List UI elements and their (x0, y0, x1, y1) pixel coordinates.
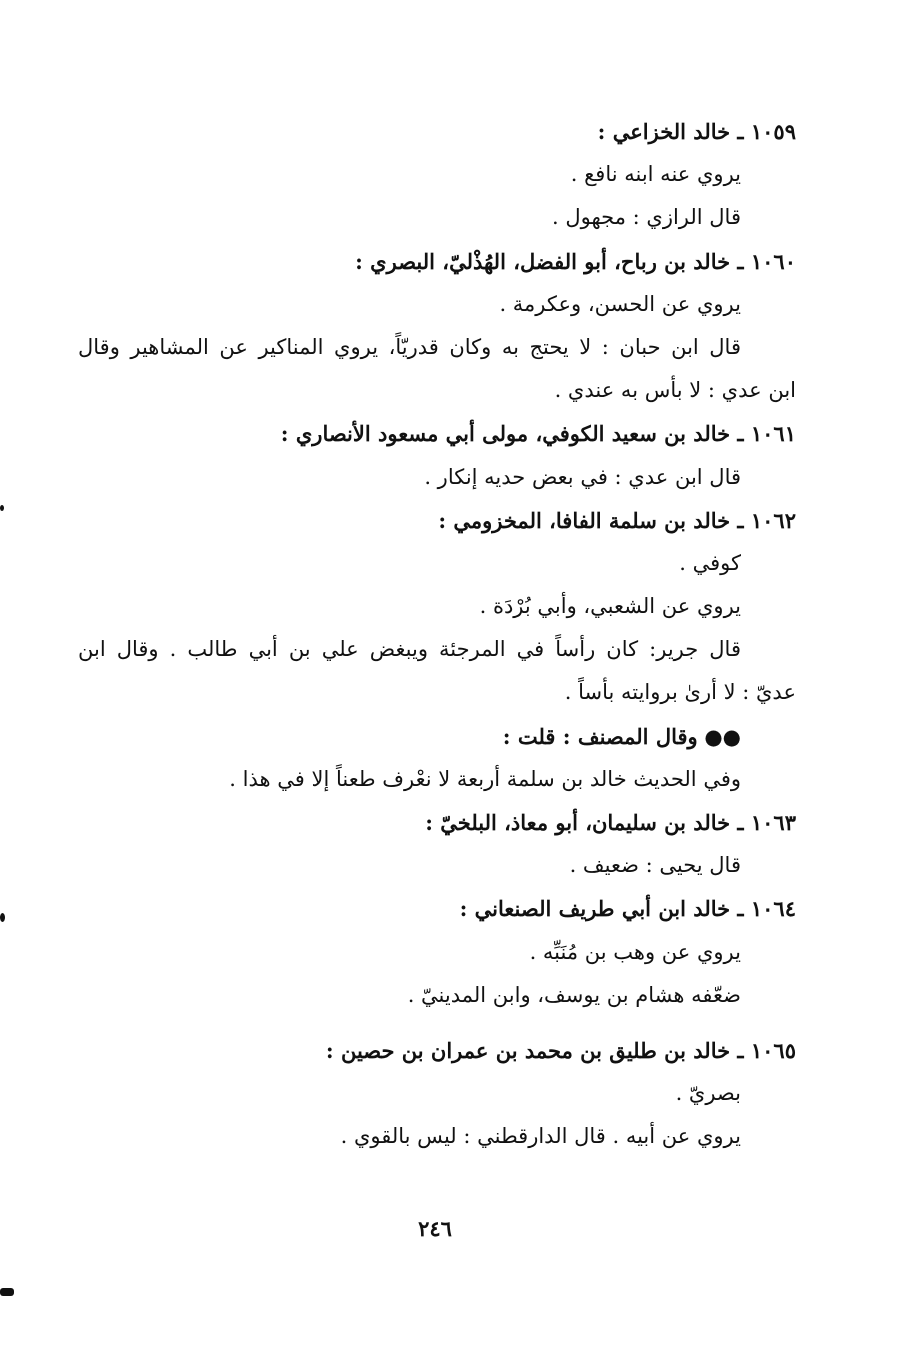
scan-edge-mark (0, 913, 5, 922)
entry-name: خالد بن سلمة الفافا، المخزومي : (438, 507, 731, 533)
entry-line: قال يحيى : ضعيف . (569, 853, 741, 878)
entry-heading-1065 (78, 1029, 796, 1072)
page-body (78, 110, 796, 1159)
entry-line: يروي عن الحسن، وعكرمة . (499, 291, 741, 316)
entry-heading-1062 (78, 499, 796, 542)
entry-paragraph-last-line: ابن عدي : لا بأس به عندي . (554, 378, 796, 403)
author-note-heading (78, 715, 796, 758)
entry-number: ١٠٦٣ (750, 810, 796, 835)
entry-dash: ـ (730, 896, 744, 922)
entry-number: ١٠٥٩ (750, 119, 796, 144)
entry-heading-1060 (78, 240, 796, 283)
author-note-text: وفي الحديث خالد بن سلمة أربعة لا نعْرف طعناً إلا في هذا . (229, 766, 741, 791)
entry-heading-1061 (78, 412, 796, 455)
entry-name: خالد بن رباح، أبو الفضل، الهُذْليّ، البصري : (355, 248, 731, 274)
entry-name: خالد بن سليمان، أبو معاذ، البلخيّ : (425, 810, 731, 835)
scan-edge-mark (0, 505, 4, 511)
entry-line: يروي عن وهب بن مُنَبِّه . (529, 939, 741, 964)
entry-heading-1063 (78, 801, 796, 844)
entry-dash: ـ (730, 119, 744, 144)
entry-name: خالد الخزاعي : (597, 119, 731, 144)
section-spacer (78, 1017, 796, 1029)
entry-dash: ـ (730, 421, 744, 447)
entry-heading-1059 (78, 110, 796, 153)
entry-heading-1064 (78, 887, 796, 930)
entry-line: بصريّ . (675, 1081, 741, 1106)
entry-number: ١٠٦٠ (750, 248, 796, 274)
entry-number: ١٠٦٢ (750, 507, 796, 533)
page-number: ٢٤٦ (418, 1216, 452, 1241)
entry-paragraph-first-line: قال جرير: كان رأساً في المرجئة ويبغض علي بن أبي طالب . وقال ابن (78, 637, 741, 662)
entry-line: ضعّفه هشام بن يوسف، وابن المدينيّ . (407, 982, 741, 1007)
note-label: وقال المصنف : قلت : (502, 723, 698, 749)
entry-line: كوفي . (679, 550, 741, 575)
entry-dash: ـ (730, 1037, 744, 1063)
entry-line: يروي عن الشعبي، وأبي بُرْدَة . (479, 594, 741, 619)
entry-line: قال الرازي : مجهول . (552, 205, 741, 230)
entry-name: خالد ابن أبي طريف الصنعاني : (459, 896, 731, 922)
entry-number: ١٠٦٥ (750, 1037, 796, 1063)
entry-line: يروي عنه ابنه نافع . (570, 162, 741, 187)
entry-number: ١٠٦٤ (750, 896, 796, 922)
entry-line: قال ابن عدي : في بعض حديه إنكار . (424, 464, 741, 489)
entry-paragraph-last-line: عديّ : لا أرىٰ بروايته بأساً . (564, 680, 796, 705)
entry-paragraph-first-line: قال ابن حبان : لا يحتج به وكان قدريّاً، يروي المناكير عن المشاهير وقال (78, 334, 741, 359)
scan-edge-mark (0, 1288, 14, 1296)
entry-line: يروي عن أبيه . قال الدارقطني : ليس بالقوي . (340, 1124, 741, 1149)
note-bullets: ●● (704, 723, 741, 749)
entry-name: خالد بن سعيد الكوفي، مولى أبي مسعود الأنصاري : (280, 421, 731, 447)
entry-name: خالد بن طليق بن محمد بن عمران بن حصين : (325, 1037, 731, 1063)
entry-dash: ـ (730, 248, 744, 274)
entry-number: ١٠٦١ (750, 421, 796, 447)
entry-dash: ـ (730, 810, 744, 835)
entry-dash: ـ (730, 507, 744, 533)
